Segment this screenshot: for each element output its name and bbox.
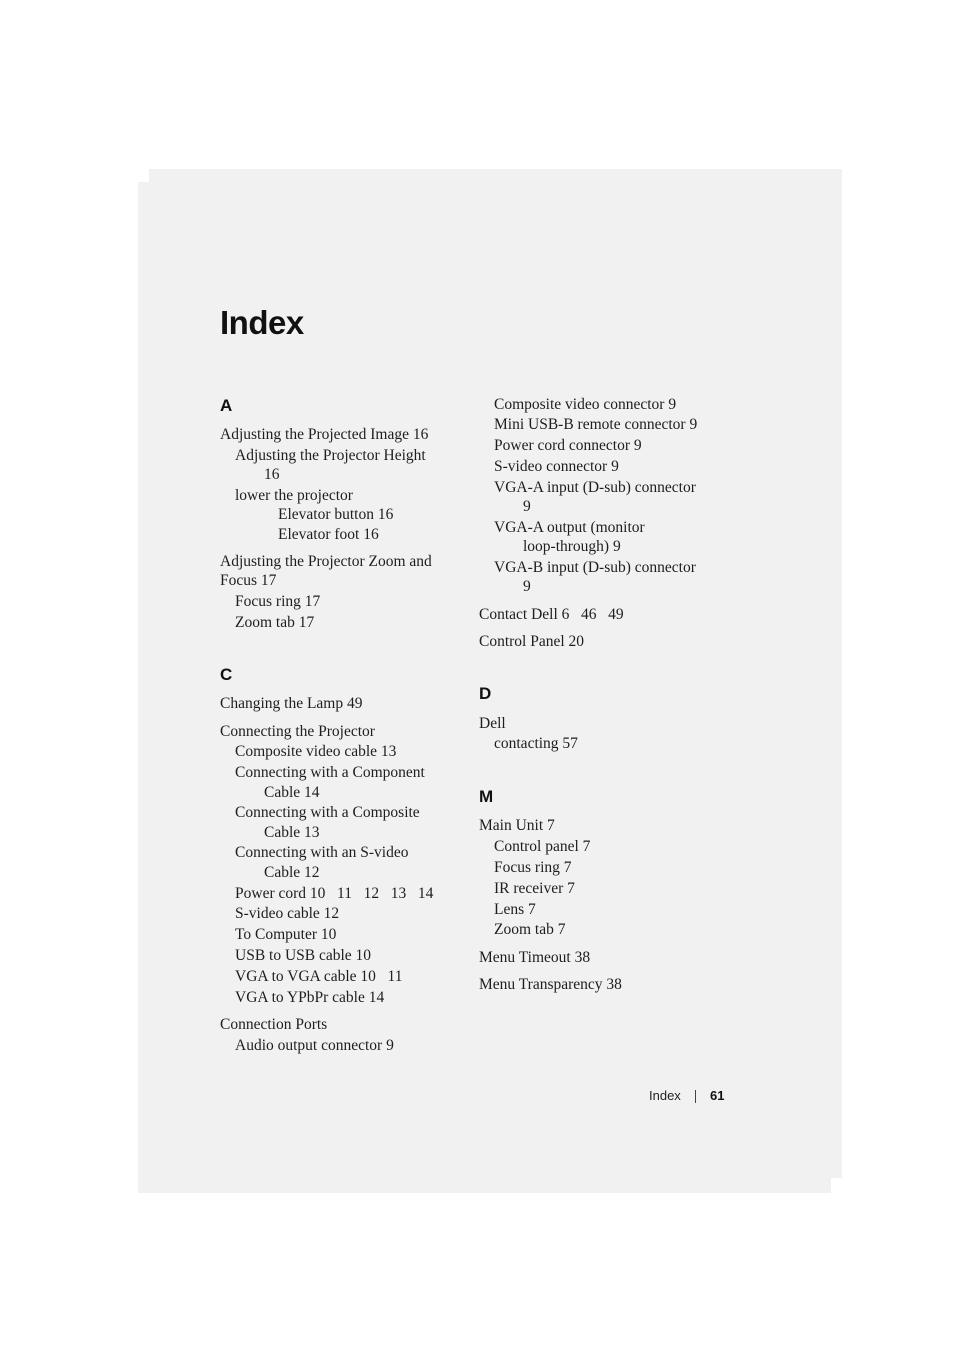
index-subentry: Focus ring 7 — [494, 859, 572, 876]
index-subentry: Power cord connector 9 — [494, 437, 642, 454]
page-title: Index — [220, 304, 304, 341]
index-subentry: IR receiver 7 — [494, 880, 575, 897]
index-subentry: VGA to YPbPr cable 14 — [235, 989, 385, 1006]
index-entry: Changing the Lamp 49 — [220, 695, 363, 712]
page-corner-notch — [831, 1178, 842, 1193]
index-subentry: Audio output connector 9 — [235, 1037, 394, 1054]
index-subentry: VGA-A output (monitor — [494, 519, 645, 536]
index-entry: Connecting the Projector — [220, 723, 375, 740]
index-subentry: To Computer 10 — [235, 926, 337, 943]
index-entry: Adjusting the Projected Image 16 — [220, 426, 429, 443]
index-subentry: VGA-A input (D-sub) connector — [494, 479, 696, 496]
index-subsubentry: Elevator foot 16 — [278, 526, 379, 543]
index-subentry: Mini USB-B remote connector 9 — [494, 416, 698, 433]
index-subentry: S-video connector 9 — [494, 458, 619, 475]
index-subentry: lower the projector — [235, 487, 353, 504]
index-subsubentry: Elevator button 16 — [278, 506, 394, 523]
index-entry: Menu Transparency 38 — [479, 976, 622, 993]
section-letter-m: M — [479, 787, 494, 806]
index-subentry-continued: Cable 14 — [264, 784, 320, 801]
index-entry: Dell — [479, 715, 506, 732]
index-subentry: Zoom tab 17 — [235, 614, 315, 631]
page-corner-notch — [138, 169, 149, 182]
index-entry: Contact Dell 6 46 49 — [479, 606, 624, 623]
index-subentry: Composite video cable 13 — [235, 743, 397, 760]
index-subentry: VGA to VGA cable 10 11 — [235, 968, 403, 985]
index-subentry: Connecting with a Component — [235, 764, 425, 781]
index-entry: Main Unit 7 — [479, 817, 555, 834]
footer-section-label: Index — [649, 1088, 681, 1103]
index-entry: Menu Timeout 38 — [479, 949, 591, 966]
index-subentry-continued: 9 — [523, 578, 531, 595]
index-subentry: Lens 7 — [494, 901, 536, 918]
index-subentry: S-video cable 12 — [235, 905, 340, 922]
index-subentry: Composite video connector 9 — [494, 396, 677, 413]
index-subentry-continued: Cable 13 — [264, 824, 320, 841]
index-subentry: Zoom tab 7 — [494, 921, 566, 938]
index-subentry: Control panel 7 — [494, 838, 591, 855]
index-subentry: Adjusting the Projector Height — [235, 447, 426, 464]
index-entry: Adjusting the Projector Zoom and — [220, 553, 432, 570]
index-entry: Connection Ports — [220, 1016, 328, 1033]
index-subentry: USB to USB cable 10 — [235, 947, 372, 964]
index-subentry: Focus ring 17 — [235, 593, 321, 610]
index-subentry: VGA-B input (D-sub) connector — [494, 559, 696, 576]
section-letter-a: A — [220, 396, 233, 415]
index-subentry-continued: loop-through) 9 — [523, 538, 621, 555]
index-subentry-continued: Cable 12 — [264, 864, 320, 881]
index-subentry: contacting 57 — [494, 735, 578, 752]
page-number: 61 — [710, 1088, 725, 1103]
index-subentry: Power cord 10 11 12 13 14 — [235, 885, 434, 902]
index-subentry-continued: 9 — [523, 498, 531, 515]
section-letter-d: D — [479, 684, 492, 703]
index-entry: Control Panel 20 — [479, 633, 585, 650]
index-entry-continued: Focus 17 — [220, 572, 277, 589]
footer-separator — [695, 1090, 696, 1103]
index-subentry-continued: 16 — [264, 466, 280, 483]
index-subentry: Connecting with an S-video — [235, 844, 409, 861]
index-subentry: Connecting with a Composite — [235, 804, 420, 821]
section-letter-c: C — [220, 665, 233, 684]
